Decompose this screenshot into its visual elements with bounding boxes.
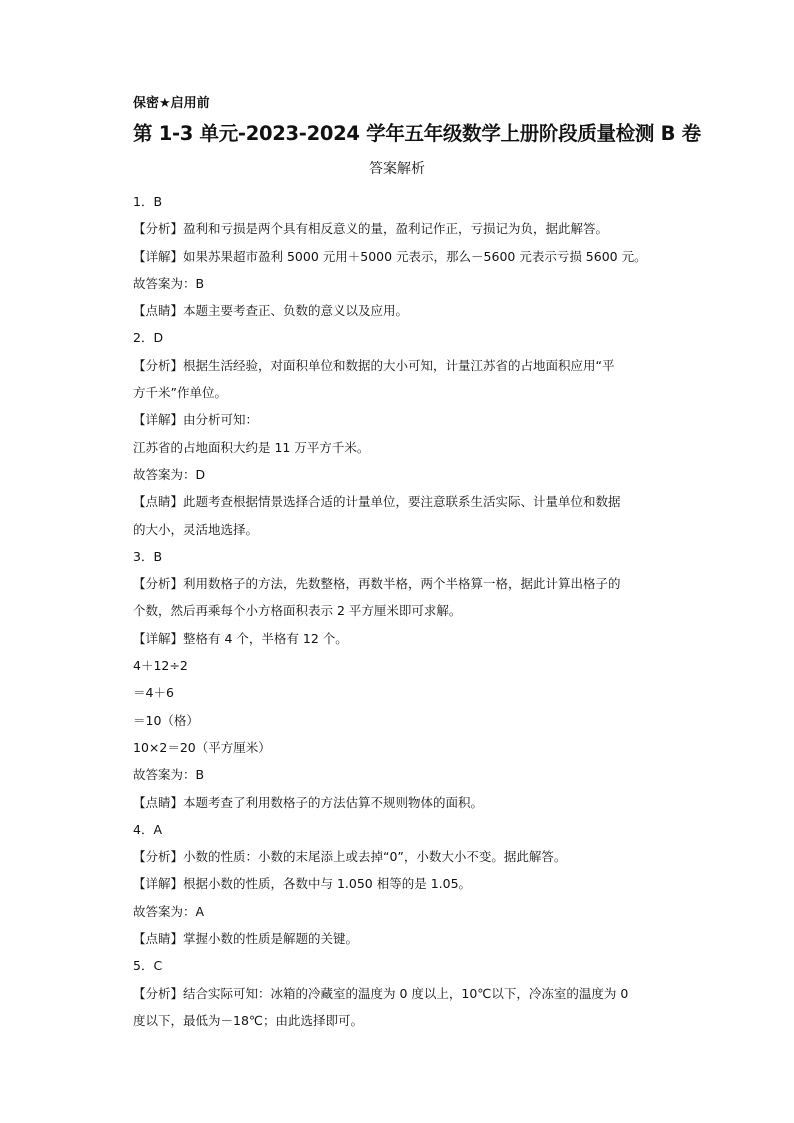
text-line: 3．B <box>133 548 163 564</box>
text-line: 个数，然后再乘每个小方格面积表示 2 平方厘米即可求解。 <box>133 603 462 619</box>
text-line: 1．B <box>133 194 163 209</box>
text-line: 【点睛】掌握小数的性质是解题的关键。 <box>133 931 359 947</box>
text-line: 【分析】盈利和亏损是两个具有相反意义的量，盈利记作正，亏损记为负，据此解答。 <box>133 221 609 237</box>
text-line: 的大小，灵活地选择。 <box>133 521 259 537</box>
text-line: 【分析】结合实际可知：冰箱的冷藏室的温度为 0 度以上，10℃以下，冷冻室的温度为 0 <box>133 985 629 1001</box>
text-line: 【点睛】本题主要考查正、负数的意义以及应用。 <box>133 303 409 319</box>
text-line: 故答案为：B <box>133 767 205 783</box>
answer-lines <box>133 188 678 1034</box>
text-line: 度以下，最低为－18℃；由此选择即可。 <box>133 1012 363 1028</box>
text-line: 2．D <box>133 330 164 346</box>
text-line: 故答案为：B <box>133 275 205 291</box>
text-line: 【详解】根据小数的性质，各数中与 1.050 相等的是 1.05。 <box>133 876 472 892</box>
text-line: 【点睛】本题考查了利用数格子的方法估算不规则物体的面积。 <box>133 794 484 810</box>
text-line: ＝10（格） <box>133 712 199 728</box>
text-line: 【详解】由分析可知： <box>133 412 259 428</box>
text-line: 方千米”作单位。 <box>133 385 227 401</box>
text-line: 【分析】小数的性质：小数的末尾添上或去掉“0”，小数大小不变。据此解答。 <box>133 849 567 865</box>
text-line: 10×2＝20（平方厘米） <box>133 739 271 755</box>
confidential-label: 保密★启用前 <box>133 96 210 111</box>
page-title: 第 1-3 单元-2023-2024 学年五年级数学上册阶段质量检测 B 卷 <box>133 122 701 145</box>
text-line: 【点睛】此题考查根据情景选择合适的计量单位，要注意联系生活实际、计量单位和数据 <box>133 494 621 510</box>
text-line: 江苏省的占地面积大约是 11 万平方千米。 <box>133 439 370 455</box>
text-line: 【详解】如果苏果超市盈利 5000 元用＋5000 元表示，那么－5600 元表示亏损 5600 元。 <box>133 248 647 264</box>
text-line: 【分析】利用数格子的方法，先数整格，再数半格，两个半格算一格，据此计算出格子的 <box>133 576 621 592</box>
text-line: 故答案为：D <box>133 466 206 482</box>
text-line: 【详解】整格有 4 个，半格有 12 个。 <box>133 630 348 646</box>
text-line: 4．A <box>133 821 163 837</box>
text-line: ＝4＋6 <box>133 685 174 701</box>
page-subtitle: 答案解析 <box>369 161 425 177</box>
text-line: 【分析】根据生活经验，对面积单位和数据的大小可知，计量江苏省的占地面积应用“平 <box>133 357 615 373</box>
text-line: 5．C <box>133 958 163 974</box>
text-line: 4＋12÷2 <box>133 658 188 674</box>
text-line: 故答案为：A <box>133 903 205 919</box>
